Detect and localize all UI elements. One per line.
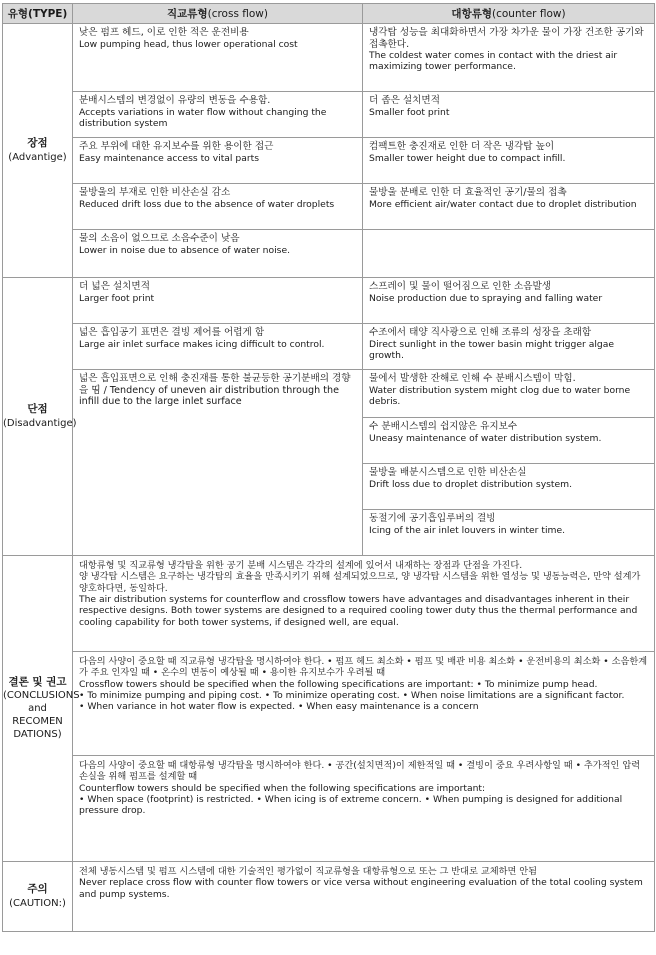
disadvantage-counter-en: Direct sunlight in the tower basin might trigger algae growth.: [369, 338, 614, 361]
advantage-counter-cell: [363, 92, 655, 138]
advantage-cross-en: Reduced drift loss due to the absence of water droplets: [79, 198, 335, 210]
advantage-counter-en: Smaller tower height due to compact infill.: [369, 152, 566, 164]
advantage-counter-en: Smaller foot print: [369, 106, 450, 118]
advantage-cross-cell: [73, 138, 363, 184]
advantage-label: [3, 24, 73, 278]
disadvantage-counter-cell: [363, 370, 655, 418]
caution-label-ko: 주의: [27, 883, 48, 896]
advantage-counter-cell-empty: [363, 230, 655, 278]
conclusions-label-line: RECOMEN: [12, 716, 63, 728]
conclusion-text: • To minimize pumping and piping cost. • To minimize operating cost. • When noise limitations are a significant factor.: [79, 689, 625, 701]
disadvantage-counter-en: Uneasy maintenance of water distribution system.: [369, 432, 602, 444]
conclusion-text: Counterflow towers should be specified when the following specifications are important:: [79, 782, 486, 794]
advantage-cross-cell: [73, 92, 363, 138]
disadvantage-counter-en: Noise production due to spraying and falling water: [369, 292, 603, 304]
disadvantage-row: [3, 324, 655, 370]
advantage-counter-cell: [363, 138, 655, 184]
advantage-counter-ko: 냉각탑 성능을 최대화하면서 가장 차가운 물이 가장 건조한 공기와 접촉한다.: [369, 27, 644, 50]
cross-flow-header-en: (cross flow): [207, 8, 268, 20]
counter-flow-header: [363, 4, 655, 24]
advantage-label-en: (Advantige): [8, 151, 67, 163]
conclusion-text: Crossflow towers should be specified when the following specifications are important: • To minimize pump head.: [79, 678, 598, 690]
conclusions-label-line: (CONCLUSIONS: [3, 690, 80, 702]
conclusion-text: 양 냉각탑 시스템은 요구하는 냉각탑의 효율을 만족시키기 위해 설계되었으므로, 양 냉각탑 시스템을 위한 열성능 및 냉동능력은, 만약 설계가 양호하다면, 동일하다.: [79, 571, 641, 594]
advantage-cross-ko: 물의 소음이 없으므로 소음수준이 낮음: [79, 233, 240, 244]
disadvantage-counter-cell: [363, 324, 655, 370]
advantage-counter-en: The coldest water comes in contact with the driest air maximizing tower performance.: [369, 50, 618, 73]
caution-cell: [73, 862, 655, 932]
disadvantage-counter-en: Water distribution system might clog due to water borne debris.: [369, 384, 631, 407]
advantage-row: [3, 138, 655, 184]
caution-text-en: Never replace cross flow with counter flow towers or vice versa without engineering evaluation of the total cooling system and pump systems.: [79, 877, 643, 900]
conclusions-label-line: and: [28, 703, 47, 715]
disadvantage-row: [3, 370, 655, 418]
counter-flow-header-ko: 대항류형: [451, 8, 492, 20]
cooling-tower-comparison-table: [2, 3, 655, 932]
conclusions-label-line: DATIONS): [13, 729, 62, 741]
disadvantage-row: [3, 278, 655, 324]
advantage-counter-ko: 더 좁은 설치면적: [369, 95, 440, 106]
conclusions-label-ko: 결론 및 권고: [8, 675, 67, 688]
disadvantage-counter-en: Icing of the air inlet louvers in winter time.: [369, 524, 566, 536]
conclusion-counterflow-cell: [73, 756, 655, 862]
disadvantage-cross-cell: [73, 370, 363, 556]
advantage-counter-cell: [363, 184, 655, 230]
disadvantage-label-ko: 단점: [27, 403, 48, 416]
advantage-cross-en: Lower in noise due to absence of water noise.: [79, 244, 291, 256]
advantage-cross-cell: [73, 230, 363, 278]
advantage-row: [3, 24, 655, 92]
header-row: [3, 4, 655, 24]
advantage-cross-en: Accepts variations in water flow without changing the distribution system: [79, 106, 327, 129]
caution-text-ko: 전체 냉동시스템 및 펌프 시스템에 대한 기술적인 평가없이 직교류형을 대항류형으로 또는 그 반대로 교체하면 안됨: [79, 866, 538, 877]
advantage-row: [3, 230, 655, 278]
disadvantage-cross-en: Large air inlet surface makes icing difficult to control.: [79, 338, 325, 350]
disadvantage-counter-ko: 스프레이 및 물이 떨어짐으로 인한 소음발생: [369, 281, 552, 292]
conclusion-text: 다음의 사양이 중요할 때 직교류형 냉각탑을 명시하여야 한다. • 펌프 헤드 최소화 • 펌프 및 배관 비용 최소화 • 운전비용의 최소화 • 소음한계가 주요 인자일 때 • 온수의 변동이 예상될 때 • 용이한 유지보수가 우려될 때: [79, 656, 648, 679]
advantage-row: [3, 184, 655, 230]
cross-flow-header: [73, 4, 363, 24]
disadvantage-counter-cell: [363, 418, 655, 464]
caution-label-en: (CAUTION:): [9, 897, 66, 909]
advantage-cross-ko: 분배시스템의 변경없이 유량의 변동을 수용함.: [79, 95, 271, 106]
caution-row: [3, 862, 655, 932]
advantage-cross-ko: 낮은 펌프 헤드, 이로 인한 적은 운전비용: [79, 27, 249, 38]
conclusion-general-cell: [73, 556, 655, 652]
advantage-label-ko: 장점: [27, 137, 48, 150]
disadvantage-cross-ko: 더 넓은 설치면적: [79, 281, 150, 292]
cross-flow-header-ko: 직교류형: [167, 8, 208, 20]
conclusion-text: • When variance in hot water flow is expected. • When easy maintenance is a concern: [79, 701, 479, 713]
advantage-cross-cell: [73, 184, 363, 230]
disadvantage-counter-ko: 동절기에 공기흡입루버의 결빙: [369, 513, 496, 524]
disadvantage-counter-en: Drift loss due to droplet distribution system.: [369, 478, 573, 490]
disadvantage-cross-en: Larger foot print: [79, 292, 155, 304]
disadvantage-cross-ko: 넓은 흡입공기 표면은 결빙 제어를 어렵게 함: [79, 327, 265, 338]
conclusion-row: [3, 556, 655, 652]
advantage-row: [3, 92, 655, 138]
advantage-cross-en: Easy maintenance access to vital parts: [79, 152, 260, 164]
disadvantage-cross-cell: [73, 278, 363, 324]
conclusion-row: [3, 652, 655, 756]
disadvantage-counter-ko: 수조에서 태양 직사광으로 인해 조류의 성장을 초래함: [369, 327, 592, 338]
disadvantage-counter-cell: [363, 464, 655, 510]
advantage-cross-en: Low pumping head, thus lower operational cost: [79, 38, 298, 50]
advantage-counter-en: More efficient air/water contact due to droplet distribution: [369, 198, 637, 210]
advantage-counter-ko: 컴팩트한 충진재로 인한 더 작은 냉각탑 높이: [369, 141, 555, 152]
conclusion-crossflow-cell: [73, 652, 655, 756]
disadvantage-cross-ko: 넓은 흡입표면으로 인해 충진재를 통한 불균등한 공기분배의 경향을 띰 / Tendency of uneven air distribution through the infill due to the large inlet surface: [79, 373, 351, 407]
conclusion-text: The air distribution systems for counterflow and crossflow towers have advantages and disadvantages inherent in their respective designs. Both tower systems are designed to a required cooling tower duty thus the thermal performance and cooling capability for both tower systems, if designed well, are equal.: [79, 593, 638, 628]
advantage-cross-ko: 주요 부위에 대한 유지보수를 위한 용이한 접근: [79, 141, 274, 152]
disadvantage-counter-cell: [363, 510, 655, 556]
conclusions-label: [3, 556, 80, 862]
disadvantage-counter-cell: [363, 278, 655, 324]
disadvantage-counter-ko: 물방울 배분시스템으로 인한 비산손실: [369, 467, 527, 478]
disadvantage-cross-cell: [73, 324, 363, 370]
conclusion-text: 다음의 사양이 중요할 때 대항류형 냉각탑을 명시하여야 한다. • 공간(설치면적)이 제한적일 때 • 결빙이 중요 우려사항일 때 • 추가적인 압력손실을 위해 펌프를 설계할 때: [79, 760, 641, 783]
conclusion-text: 대항류형 및 직교류형 냉각탑을 위한 공기 분배 시스템은 각각의 설계에 있어서 내재하는 장점과 단점을 가진다.: [79, 560, 523, 571]
conclusion-text: • When space (footprint) is restricted. • When icing is of extreme concern. • When pumping is designed for additional pressure drop.: [79, 793, 623, 817]
disadvantage-label: [3, 278, 77, 556]
advantage-cross-cell: [73, 24, 363, 92]
advantage-cross-ko: 물방울의 부재로 인한 비산손실 감소: [79, 187, 231, 198]
conclusion-row: [3, 756, 655, 862]
advantage-counter-ko: 물방울 분배로 인한 더 효율적인 공기/물의 접촉: [369, 187, 567, 198]
disadvantage-counter-ko: 물에서 발생한 잔해로 인해 수 분배시스템이 막힘.: [369, 373, 576, 384]
counter-flow-header-en: (counter flow): [492, 8, 566, 20]
disadvantage-counter-ko: 수 분배시스템의 쉽지않은 유지보수: [369, 421, 518, 432]
caution-label: [3, 862, 73, 932]
type-header: 유형(TYPE): [3, 4, 73, 24]
disadvantage-label-en: (Disadvantige): [3, 417, 77, 429]
advantage-counter-cell: [363, 24, 655, 92]
